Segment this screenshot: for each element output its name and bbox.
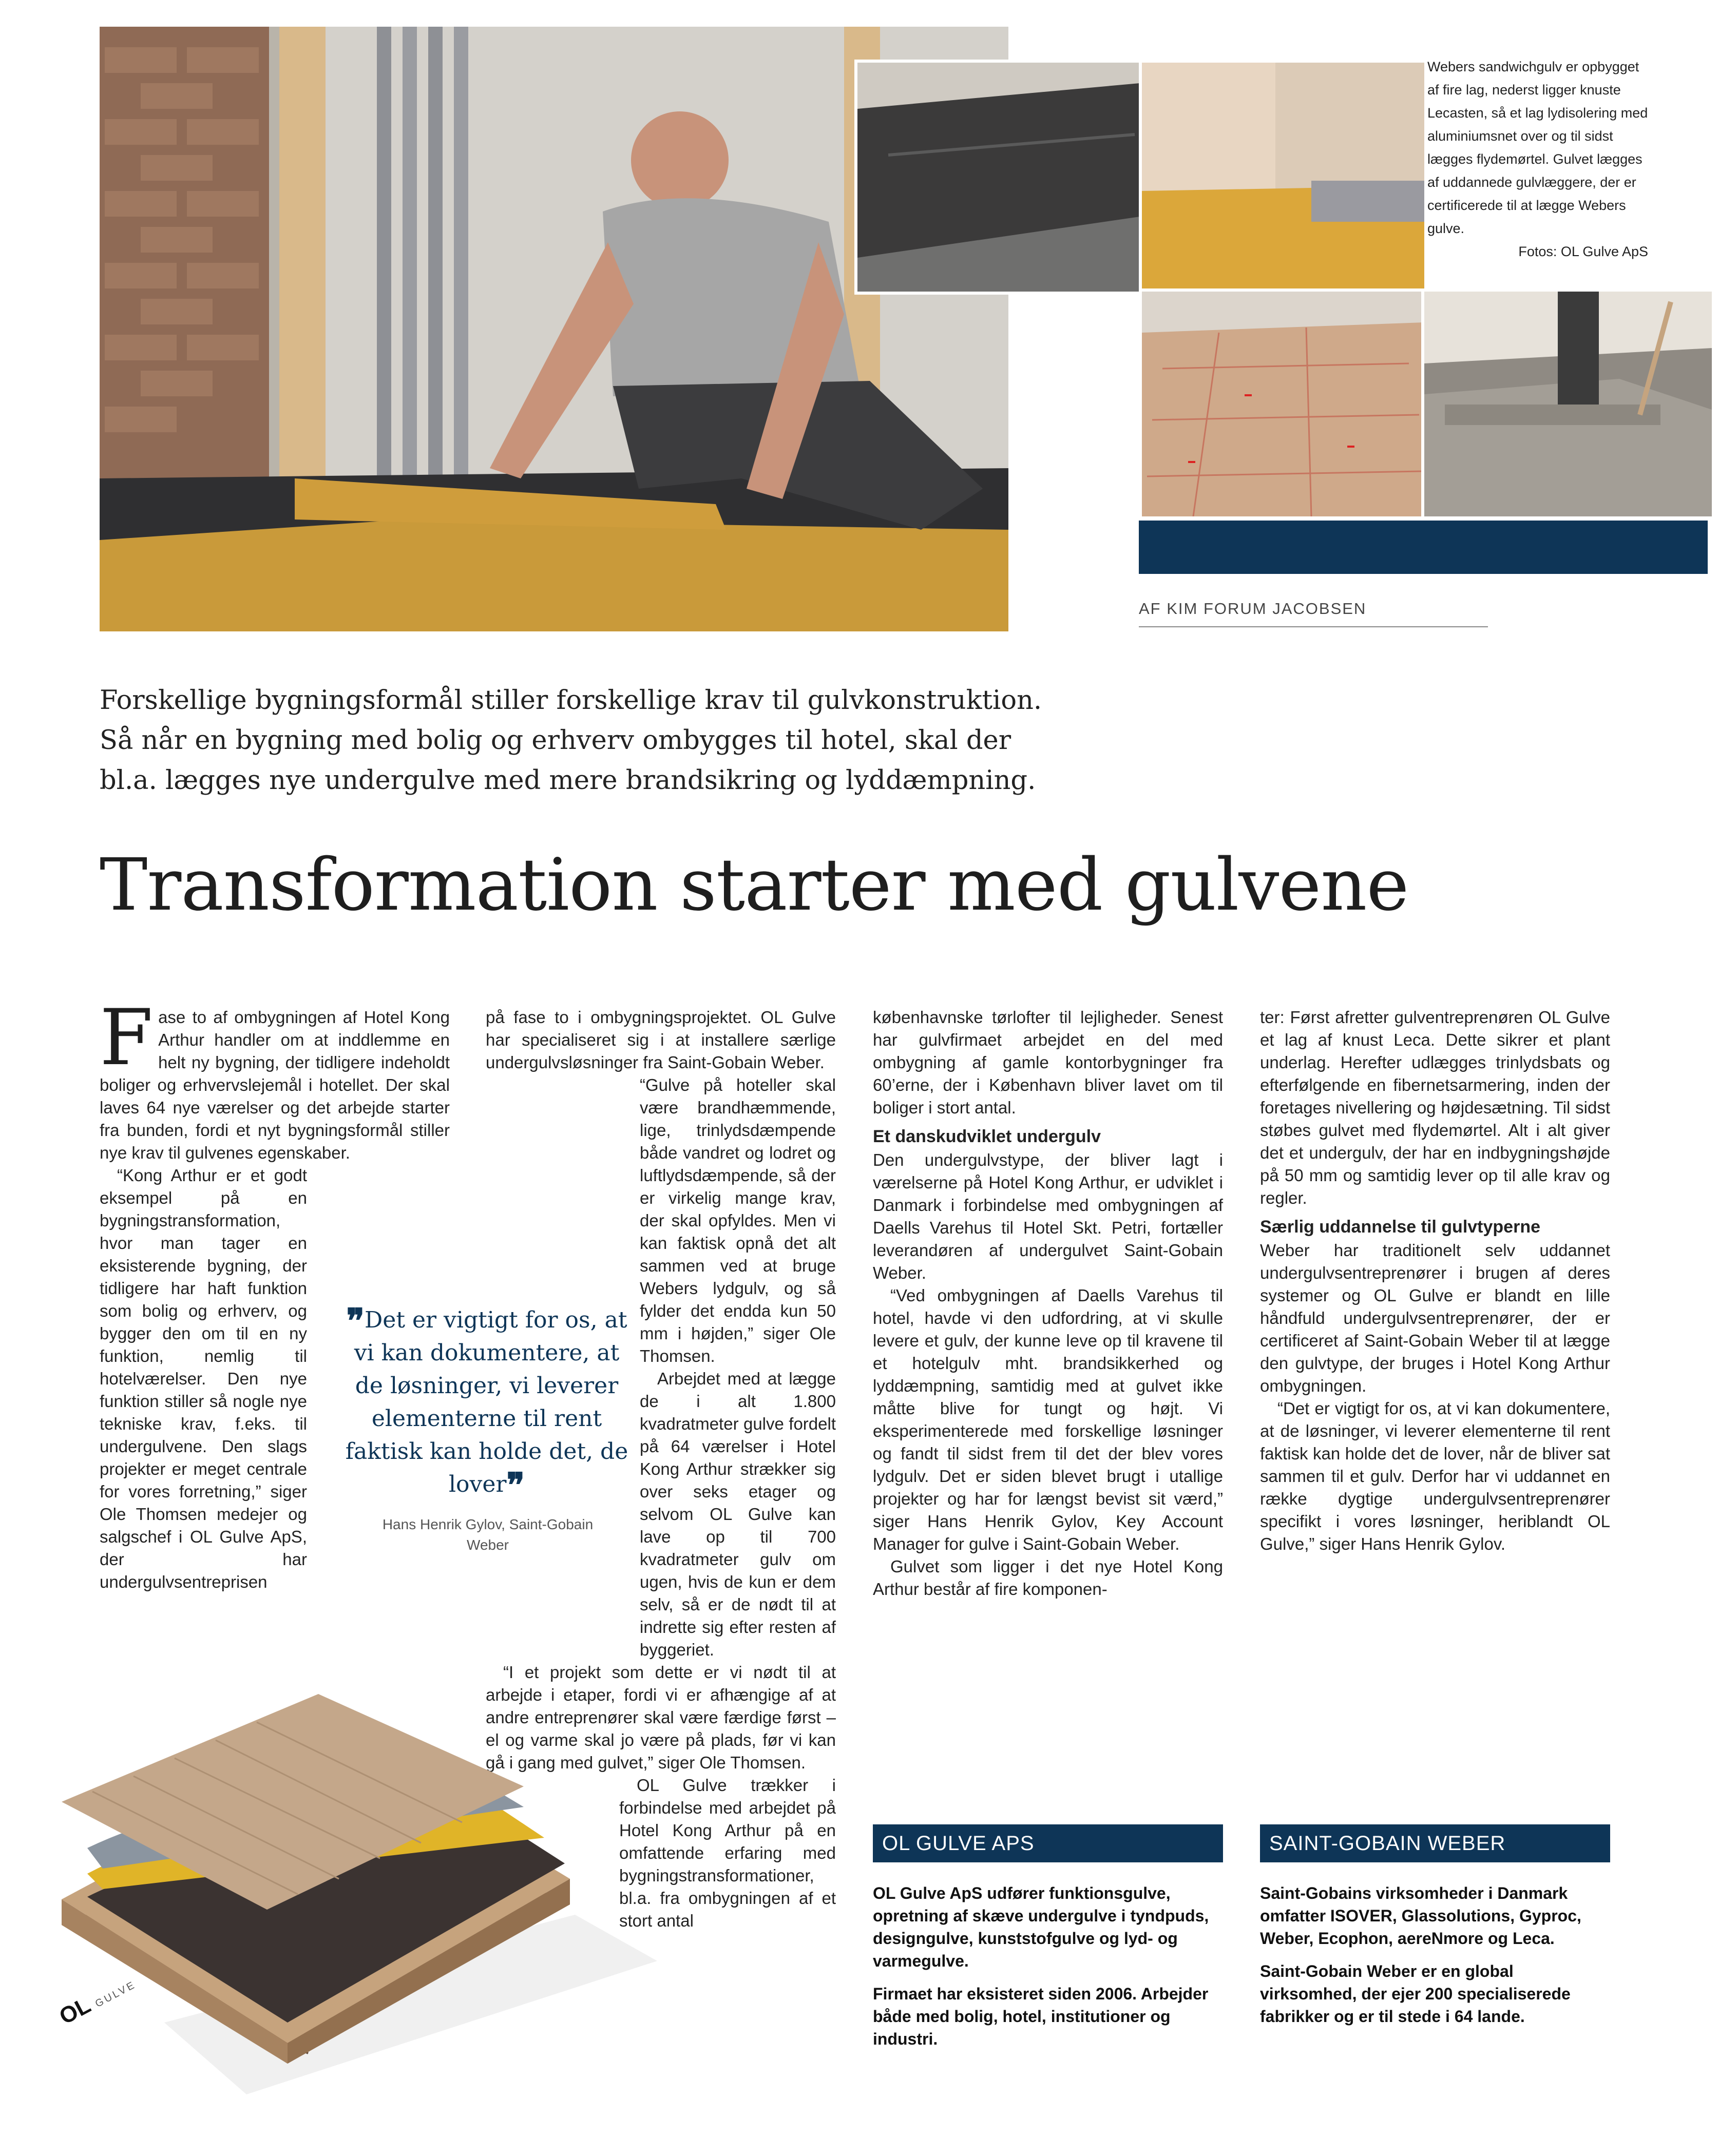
pull-quote [343,1301,631,1505]
col2-paragraph: “Gulve på hoteller skal være brandhæmmende, lige, trinlydsdæmpende både vandret og lodret og luftlydsdæmpende, så der er virkelig mange krav, der skal opfyldes. Men vi kan faktisk opnå det alt sammen ved at bruge Webers lydgulv, og så fylder det endda kun 50 mm i højden,” siger Ole Thomsen. [640,1075,836,1365]
drop-cap: F [100,993,154,1083]
col4-paragraph: Weber har traditionelt selv uddannet undergulvsentreprenører i brugen af deres systemer og OL Gulve er blandt en lille håndfuld undergulvsentreprenører, der er certificeret af Saint-Gobain Weber til at lægge den gulvtype, der bruges i Hotel Kong Arthur ombygningen. [1260,1241,1610,1395]
subheading-danskudviklet: Et danskudviklet undergulv [873,1127,1101,1146]
article-column-4 [1260,1006,1610,1555]
box-ol-gulve-paragraph: OL Gulve ApS udfører funktionsgulve, opretning af skæve undergulve i tyndpuds, designgulve, kunststofgulve og lyd- og varmegulve. [873,1884,1209,1970]
lead-paragraph: Forskellige bygningsformål stiller forskellige krav til gulvkonstruktion. Så når en bygning med bolig og erhverv ombygges til hotel, skal der bl.a. lægges nye undergulve med mere brandsikring og lyddæmpning. [100,685,1042,796]
box-saint-gobain-title: SAINT-GOBAIN WEBER [1260,1824,1610,1862]
photo-screeding-mortar [1421,288,1715,519]
box-saint-gobain-text [1260,1882,1609,2038]
col3-paragraph: københavnske tørlofter til lejligheder. Senest har gulvfirmaet arbejdet en del med ombygning af gamle kontorbygninger fra 60’erne, der i København bliver lavet om til boliger i stort antal. [873,1008,1223,1117]
byline: AF KIM FORUM JACOBSEN [1139,600,1488,627]
quote-attribution: Hans Henrik Gylov, Saint-Gobain Weber [382,1516,594,1553]
page-headline: Transformation starter med gulvene [100,843,1409,927]
photo-caption [1427,55,1648,263]
navy-accent-bar [1139,521,1708,574]
box-saint-gobain-paragraph: Saint-Gobains virksomheder i Danmark omfatter ISOVER, Glassolutions, Gyproc, Weber, Ecophon, aereNmore og Leca. [1260,1884,1581,1948]
logo-brand: OL [55,1992,94,2030]
col3-paragraph: Den undergulvstype, der bliver lagt i værelserne på Hotel Kong Arthur, er udviklet i Danmark i forbindelse med ombygningen af Daells Varehus til Hotel Skt. Petri, fortæller leverandøren af undergulvet Saint-Gobain Weber. [873,1150,1223,1282]
caption-text: Webers sandwichgulv er opbygget af fire lag, nederst ligger knuste Lecasten, så et lag lydisolering med aluminiumsnet over og til sidst lægges flydemørtel. Gulvet lægges af uddannede gulvlæggere, der er certificerede til at lægge Webers gulve. [1427,59,1648,236]
photo-dark-underlay [854,60,1143,295]
col2-paragraph: på fase to i ombygningsprojektet. OL Gulve har specialiseret sig i at installere særlige undergulvsløsninger fra Saint-Gobain Weber. [486,1008,836,1072]
box-ol-gulve-paragraph: Firmaet har eksisteret siden 2006. Arbejder både med bolig, hotel, institutioner og industri. [873,1985,1209,2048]
photo-laid-panels [1139,288,1427,519]
floor-layer-illustration [31,1694,657,2105]
col2-paragraph: “I et projekt som dette er vi nødt til at arbejde i etaper, fordi vi er afhængige af at andre entreprenører skal være færdige først – el og varme skal jo være på plads, før vi kan gå i gang med gulvet,” siger Ole Thomsen. [486,1663,836,1772]
col1-paragraph: “Kong Arthur er et godt eksempel på en bygningstransformation, hvor man tager en eksisterende bygning, der tidligere har haft funktion som bolig og erhverv, og bygger den om til en ny funktion, nemlig til hotelværelser. Den nye funktion stiller så nogle nye tekniske krav, f.eks. til undergulvene. Den slags projekter er meget centrale for vores forretning,” siger Ole Thomsen medejer og salgschef i OL Gulve ApS, der har undergulvsentreprisen [100,1166,307,1591]
photo-credit: Fotos: OL Gulve ApS [1518,244,1648,259]
subheading-saerlig-uddannelse: Særlig uddannelse til gulvtyperne [1260,1217,1540,1237]
logo-sub: GULVE [93,1979,138,2010]
col4-paragraph: “Det er vigtigt for os, at vi kan dokumentere, at de løsninger, vi leverer elementerne til rent faktisk kan holde det de lover, når de bliver sat sammen til et gulv. Derfor har vi uddannet en række dygtige undergulvsentreprenører specifikt i vores løsninger, heriblandt OL Gulve,” siger Hans Henrik Gylov. [1260,1399,1610,1553]
article-column-1 [100,993,450,1593]
photo-yellow-panels [1139,60,1427,295]
col1-paragraph: ase to af ombygningen af Hotel Kong Arthur handler om at inddlemme en helt ny bygning, der tidligere indeholdt boliger og erhvervslejemål i hotellet. Der skal laves 64 nye værelser og det arbejde starter fra bunden, fordi et nyt bygningsformål stiller nye krav til gulvenes egenskaber. [100,1008,450,1162]
col2-paragraph: Arbejdet med at lægge de i alt 1.800 kvadratmeter gulve fordelt på 64 værelser i Hotel Kong Arthur strækker sig over seks etager og selvom OL Gulve kan lave op til 700 kvadratmeter gulv om ugen, hvis de kun er dem selv, så er de nødt til at indrette sig efter resten af byggeriet. [640,1369,836,1659]
article-column-3 [873,1006,1223,1601]
quote-open-mark: ❞ [346,1301,365,1341]
quote-text: Det er vigtigt for os, at vi kan dokumentere, at de løsninger, vi leverer elementerne til rent faktisk kan holde det, de lover [345,1307,628,1497]
col4-paragraph: ter: Først afretter gulventreprenøren OL Gulve et lag af knust Leca. Dette sikrer et plant underlag. Herefter udlægges trinlydsbats og efterfølgende en fibernetsarmering, inden der foretages nivellering og højdesætning. Til sidst støbes gulvet med flydemørtel. Alt i alt giver det et undergulv, der har en indbygningshøjde på 50 mm og samtidig lever op til alle krav og regler. [1260,1008,1610,1207]
col2-paragraph: OL Gulve trækker i forbindelse med arbejdet på Hotel Kong Arthur på en omfattende erfaring med bygningstransformationer, bl.a. fra ombygningen af et stort antal [619,1776,836,1930]
box-saint-gobain-paragraph: Saint-Gobain Weber er en global virksomhed, der ejer 200 specialiserede fabrikker og er til stede i 64 lande. [1260,1962,1571,2026]
col3-paragraph: “Ved ombygningen af Daells Varehus til hotel, havde vi den udfordring, at vi skulle levere et gulv, der kunne leve op til kravene til et hotelgulv mht. brandsikkerhed og lyddæmpning, samtidig med at gulvet ikke måtte blive for tungt og højt. Vi eksperimenterede med forskellige løsninger og fandt til sidst frem til det der blev vores lydgulv. Det er siden blevet brugt i utallige projekter og har for længst bevist sit værd,” siger Hans Henrik Gylov, Key Account Manager for gulve i Saint-Gobain Weber. [873,1286,1223,1553]
box-ol-gulve-text [873,1882,1222,2061]
quote-close-mark: ❞ [506,1465,525,1505]
box-ol-gulve-title: OL GULVE APS [873,1824,1223,1862]
col3-paragraph: Gulvet som ligger i det nye Hotel Kong Arthur består af fire komponen- [873,1557,1223,1599]
